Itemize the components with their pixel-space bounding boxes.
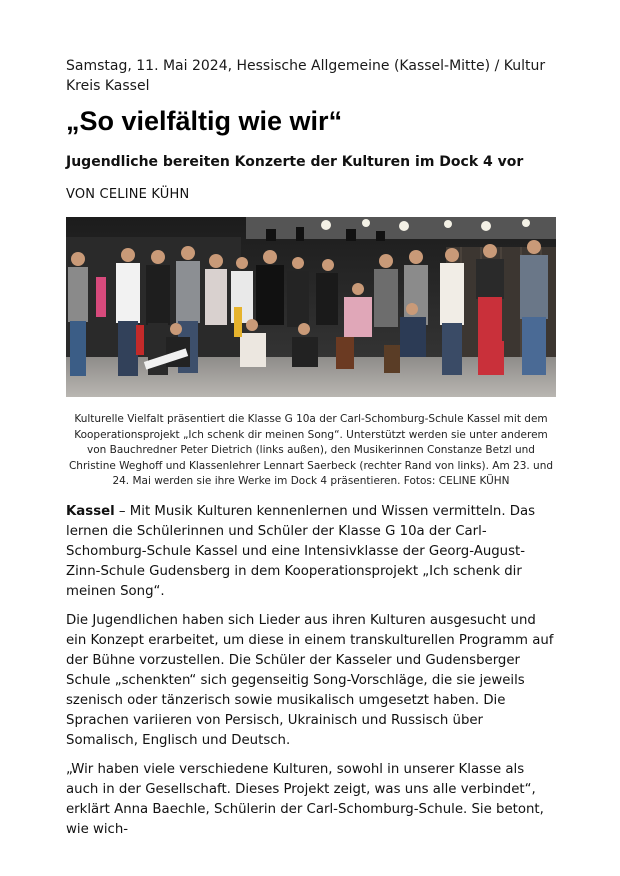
- photo-caption: Kulturelle Vielfalt präsentiert die Klasse G 10a der Carl-Schomburg-Schule Kassel mit dem Kooperationsprojekt „Ich schenk dir meinen Song“. Unterstützt werden sie unter anderem von Bauchredner Peter Dietrich (links außen), den Musikerinnen Constanze Betzl und Christine Weghoff und Klassenlehrer Lennart Saerbeck (rechter Rand von links). Am 23. und 24. Mai werden sie ihre Werke im Dock 4 präsentieren. Fotos: CELINE KÜHN: [68, 413, 554, 487]
- paragraph-3: „Wir haben viele verschiedene Kulturen, sowohl in unserer Klasse als auch in der Gesellschaft. Dieses Projekt zeigt, was uns alle verbindet“, erklärt Anna Baechle, Schülerin der Carl-Schomburg-Schule. Sie betont, wie wich-: [66, 761, 544, 837]
- subheadline: Jugendliche bereiten Konzerte der Kulturen im Dock 4 vor: [66, 154, 524, 170]
- paragraph-1-text: – Mit Musik Kulturen kennenlernen und Wissen vermitteln. Das lernen die Schülerinnen und Schüler der Klasse G 10a der Carl-Schomburg-Schule Kassel und eine Intensivklasse der Georg-August-Zinn-Schule Gudensberg in dem Kooperationsprojekt „Ich schenk dir meinen Song“.: [66, 503, 536, 599]
- headline: „So vielfältig wie wir“: [66, 106, 343, 136]
- article: [66, 56, 556, 849]
- group-photo-icon: [66, 217, 556, 397]
- byline: VON CELINE KÜHN: [66, 187, 190, 202]
- source-line: Samstag, 11. Mai 2024, Hessische Allgemeine (Kassel-Mitte) / Kultur Kreis Kassel: [66, 58, 546, 94]
- group-photo: [66, 217, 556, 397]
- paragraph-2: Die Jugendlichen haben sich Lieder aus ihren Kulturen ausgesucht und ein Konzept erarbeitet, um diese in einem transkulturellen Programm auf der Bühne vorzustellen. Die Schüler der Kasseler und Gudensberger Schule „schenkten“ sich gegenseitig Song-Vorschläge, die sie jeweils szenisch oder tänzerisch sowie musikalisch umgesetzt haben. Die Sprachen variieren von Persisch, Ukrainisch und Russisch über Somalisch, Englisch und Deutsch.: [66, 612, 554, 748]
- paragraph-1: [66, 502, 556, 602]
- lead-place: Kassel: [66, 503, 115, 519]
